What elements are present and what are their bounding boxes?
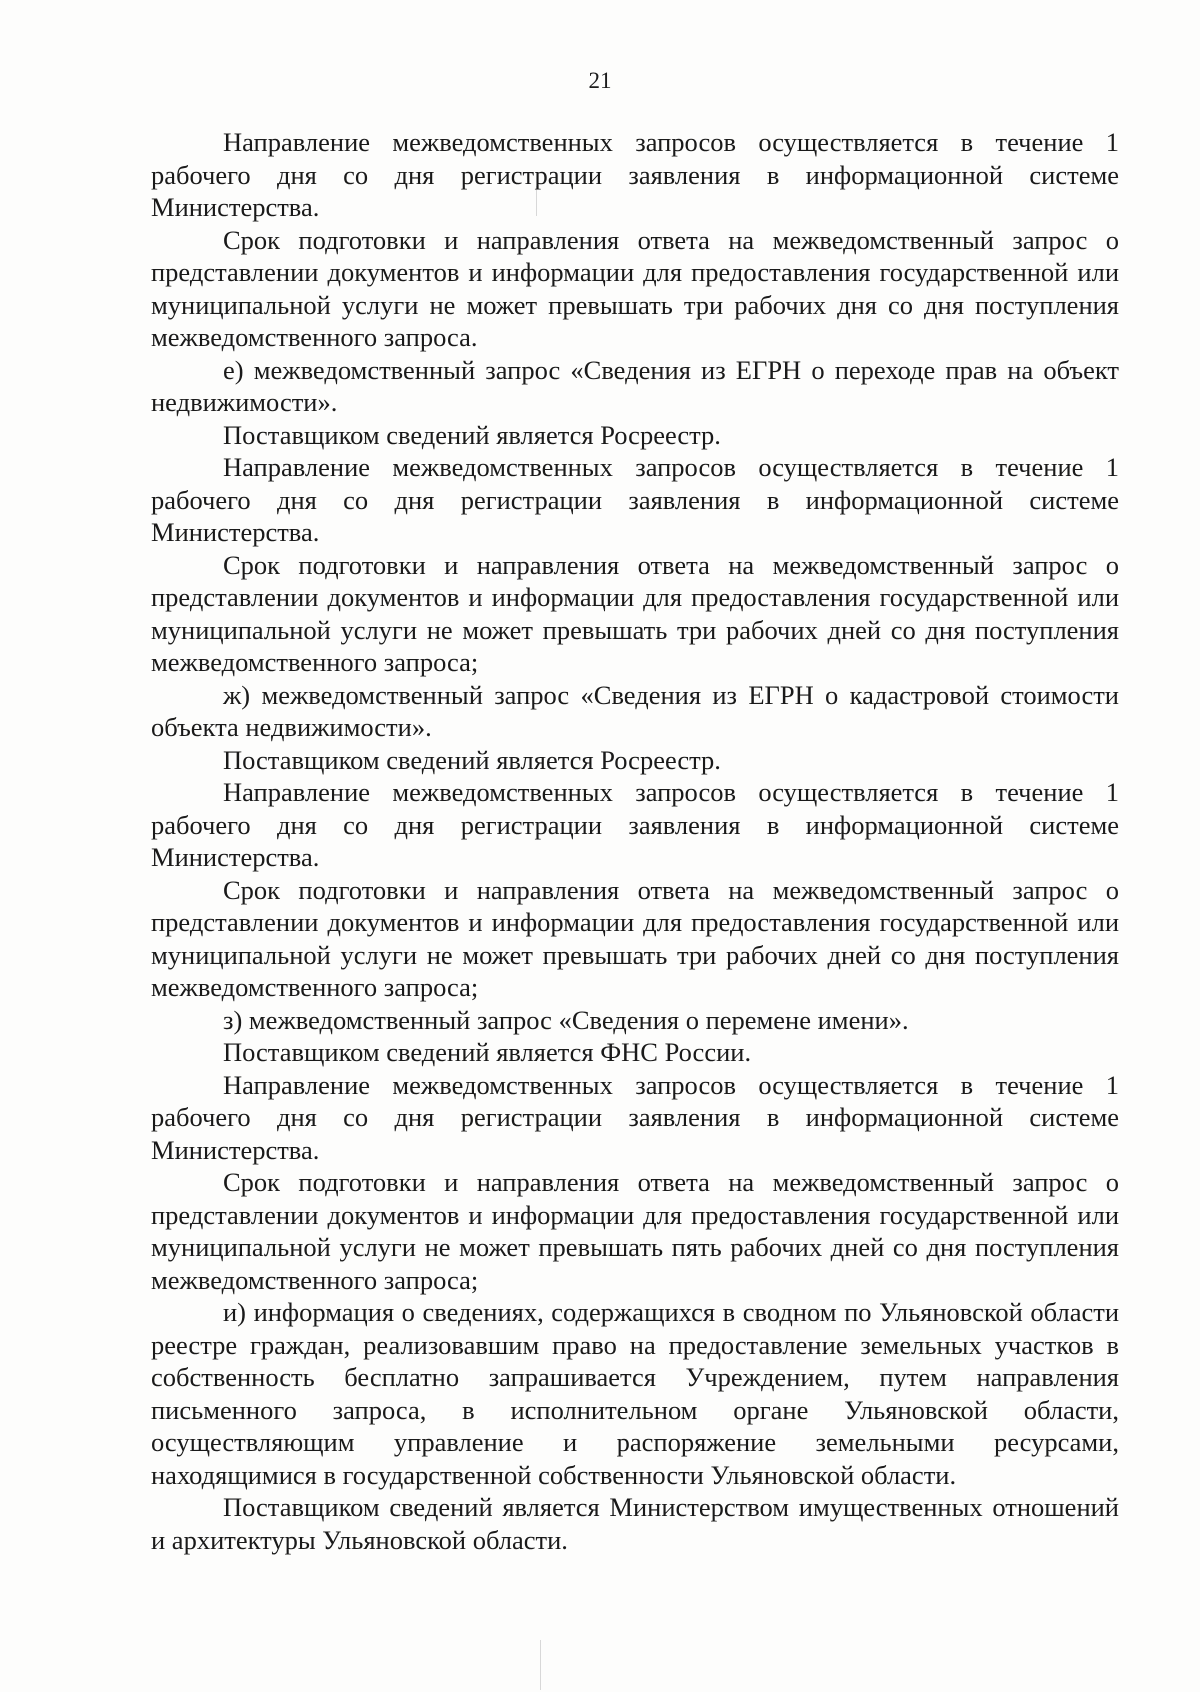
paragraph: и) информация о сведениях, содержащихся в сводном по Ульяновской области реестре граждан, реализовавшим право на предоставление земельных участков в собственность бесплатно запрашивается Учреждением, путем направления письменного запроса, в исполнительном органе Ульяновской области, осуществляющим управление и распоряжение земельными ресурсами, находящимися в государственной собственности Ульяновской области. <box>151 1297 1119 1490</box>
paragraph: Срок подготовки и направления ответа на межведомственный запрос о представлении документов и информации для предоставления государственной или муниципальной услуги не может превышать три рабочих дней со дня поступления межведомственного запроса; <box>151 874 1119 1002</box>
paragraph: Направление межведомственных запросов осуществляется в течение 1 рабочего дня со дня регистрации заявления в информационной системе Министерства. <box>151 1069 1119 1165</box>
paragraph: Поставщиком сведений является Министерством имущественных отношений и архитектуры Ульяновской области. <box>151 1492 1119 1555</box>
paragraph: Поставщиком сведений является ФНС России. <box>223 1037 752 1067</box>
paragraph: Поставщиком сведений является Росреестр. <box>223 419 721 450</box>
paragraph: Срок подготовки и направления ответа на межведомственный запрос о представлении документов и информации для предоставления государственной или муниципальной услуги не может превышать три рабочих дня со дня поступления межведомственного запроса. <box>151 224 1119 352</box>
document-body <box>151 126 1119 1556</box>
paragraph: ж) межведомственный запрос «Сведения из ЕГРН о кадастровой стоимости объекта недвижимости». <box>151 679 1119 742</box>
paragraph: Срок подготовки и направления ответа на межведомственный запрос о представлении документов и информации для предоставления государственной или муниципальной услуги не может превышать пять рабочих дней со дня поступления межведомственного запроса; <box>151 1167 1119 1295</box>
paragraph: з) межведомственный запрос «Сведения о перемене имени». <box>223 1004 909 1035</box>
paragraph: Поставщиком сведений является Росреестр. <box>223 744 721 775</box>
paragraph: Направление межведомственных запросов осуществляется в течение 1 рабочего дня со дня регистрации заявления в информационной системе Министерства. <box>151 777 1119 872</box>
paragraph: е) межведомственный запрос «Сведения из ЕГРН о переходе прав на объект недвижимости». <box>151 354 1119 417</box>
paragraph: Срок подготовки и направления ответа на межведомственный запрос о представлении документов и информации для предоставления государственной или муниципальной услуги не может превышать три рабочих дней со дня поступления межведомственного запроса; <box>151 549 1119 677</box>
paragraph: Направление межведомственных запросов осуществляется в течение 1 рабочего дня со дня регистрации заявления в информационной системе Министерства. <box>151 452 1119 547</box>
page-number: 21 <box>588 68 612 93</box>
scan-artifact-line <box>540 1640 541 1690</box>
paragraph: Направление межведомственных запросов осуществляется в течение 1 рабочего дня со дня регистрации заявления в информационной системе Министерства. <box>151 127 1119 222</box>
